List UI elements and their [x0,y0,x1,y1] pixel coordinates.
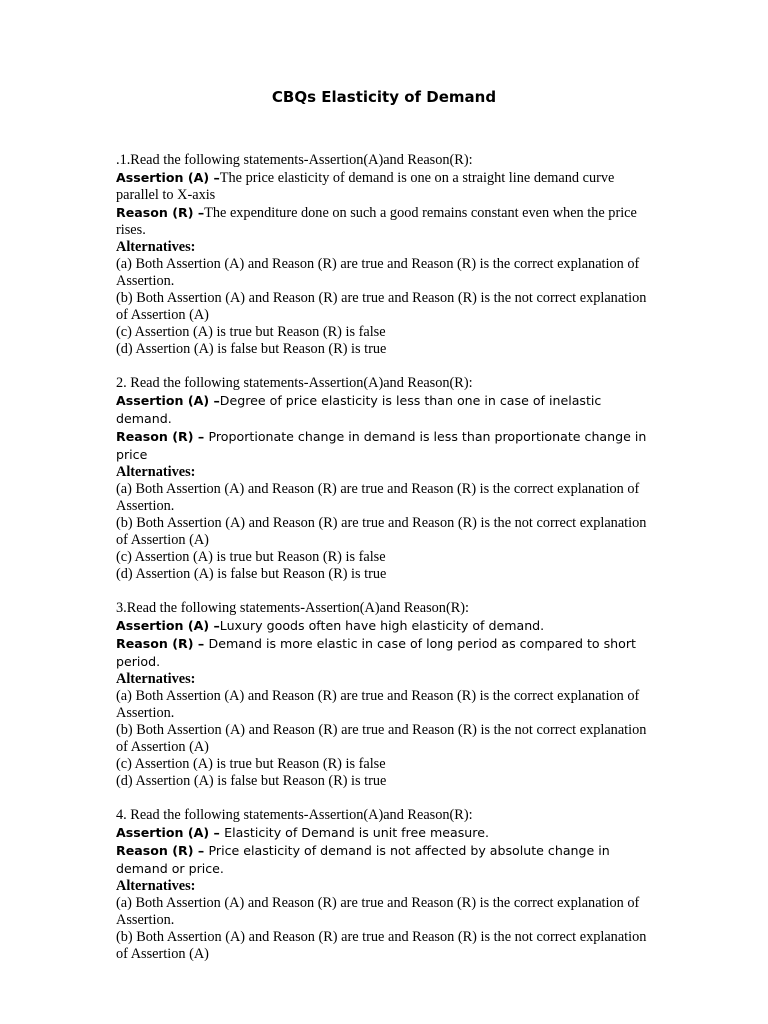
answer-option: (c) Assertion (A) is true but Reason (R) is false [116,324,386,340]
reason-text: Price elasticity of demand is not affected by absolute change in demand or price. [116,843,610,876]
assertion-label: Assertion (A) [116,618,210,633]
question-block [116,152,656,358]
assertion-dash: – [209,825,225,840]
alternatives-heading: Alternatives: [116,239,196,255]
alternatives-heading: Alternatives: [116,671,196,687]
assertion-dash: – [209,170,220,185]
assertion-row [116,824,656,842]
alternatives-heading: Alternatives: [116,464,196,480]
answer-option: (b) Both Assertion (A) and Reason (R) are true and Reason (R) is the not correct explanation of Assertion (A) [116,515,647,548]
questions-list [116,152,656,980]
question-intro: 3.Read the following statements-Assertion(A)and Reason(R): [116,600,469,616]
reason-label: Reason (R) [116,636,194,651]
answer-option: (a) Both Assertion (A) and Reason (R) are true and Reason (R) is the correct explanation of Assertion. [116,481,640,514]
reason-label: Reason (R) [116,843,194,858]
answer-option: (a) Both Assertion (A) and Reason (R) are true and Reason (R) is the correct explanation of Assertion. [116,895,640,928]
answer-option: (b) Both Assertion (A) and Reason (R) are true and Reason (R) is the not correct explanation of Assertion (A) [116,290,647,323]
assertion-row [116,617,656,635]
assertion-label: Assertion (A) [116,170,210,185]
answer-option: (a) Both Assertion (A) and Reason (R) are true and Reason (R) is the correct explanation of Assertion. [116,688,640,721]
reason-row [116,204,656,239]
answer-option: (c) Assertion (A) is true but Reason (R) is false [116,756,386,772]
reason-dash: – [193,843,209,858]
question-block [116,600,656,790]
question-intro: .1.Read the following statements-Assertion(A)and Reason(R): [116,152,473,168]
alternatives-heading: Alternatives: [116,878,196,894]
question-intro: 2. Read the following statements-Assertion(A)and Reason(R): [116,375,473,391]
answer-option: (d) Assertion (A) is false but Reason (R) is true [116,341,387,357]
answer-option: (d) Assertion (A) is false but Reason (R) is true [116,566,387,582]
assertion-text: Elasticity of Demand is unit free measure. [224,825,489,840]
answer-option: (b) Both Assertion (A) and Reason (R) are true and Reason (R) is the not correct explanation of Assertion (A) [116,722,647,755]
question-block [116,375,656,583]
question-intro: 4. Read the following statements-Assertion(A)and Reason(R): [116,807,473,823]
reason-row [116,635,656,671]
reason-row [116,428,656,464]
assertion-text: The price elasticity of demand is one on a straight line demand curve parallel to X-axis [116,170,615,203]
answer-option: (b) Both Assertion (A) and Reason (R) are true and Reason (R) is the not correct explanation of Assertion (A) [116,929,647,962]
reason-label: Reason (R) [116,429,194,444]
answer-option: (a) Both Assertion (A) and Reason (R) are true and Reason (R) is the correct explanation of Assertion. [116,256,640,289]
answer-option: (c) Assertion (A) is true but Reason (R) is false [116,549,386,565]
assertion-text: Degree of price elasticity is less than one in case of inelastic demand. [116,393,602,426]
reason-text: Demand is more elastic in case of long period as compared to short period. [116,636,636,669]
assertion-row [116,392,656,428]
assertion-label: Assertion (A) [116,825,210,840]
assertion-dash: – [209,618,220,633]
question-block [116,807,656,963]
reason-label: Reason (R) [116,205,194,220]
reason-text: The expenditure done on such a good remains constant even when the price rises. [116,205,637,238]
reason-dash: – [193,429,209,444]
page-title: CBQs Elasticity of Demand [271,88,497,106]
reason-dash: – [193,636,209,651]
reason-dash: – [193,205,205,220]
assertion-label: Assertion (A) [116,393,210,408]
reason-text: Proportionate change in demand is less than proportionate change in price [116,429,647,462]
reason-row [116,842,656,878]
assertion-dash: – [209,393,220,408]
assertion-row [116,169,656,204]
assertion-text: Luxury goods often have high elasticity of demand. [219,618,545,633]
answer-option: (d) Assertion (A) is false but Reason (R) is true [116,773,387,789]
